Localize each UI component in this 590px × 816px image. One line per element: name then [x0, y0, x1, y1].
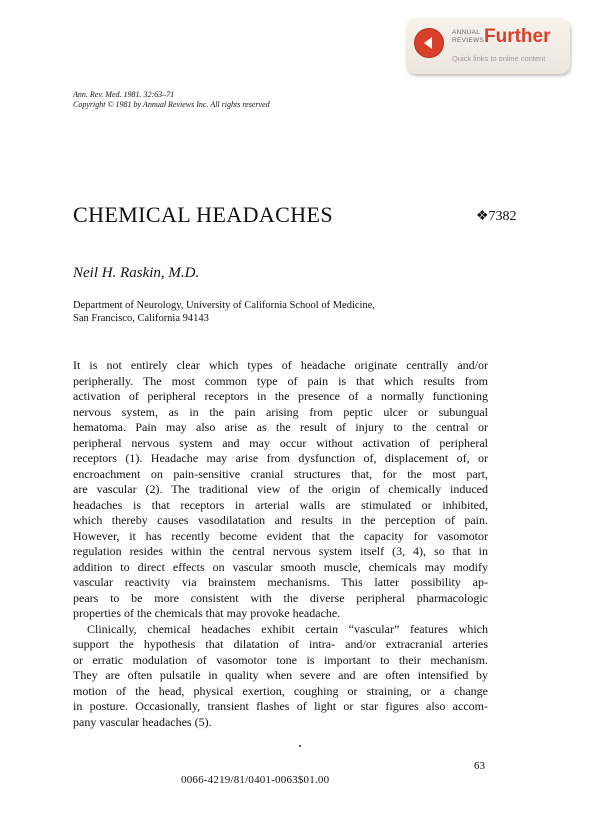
body-line: activation of peripheral receptors in the presence of a normally functioning — [73, 389, 488, 403]
body-line: or erratic modulation of vasomotor tone is important to their mechanism. — [73, 652, 488, 667]
body-line: pears to be more consistent with the diverse peripheral pharmacologic — [73, 590, 488, 605]
body-line: peripheral nervous system and may occur without activation of peripheral — [73, 435, 488, 450]
badge-annual-label: ANNUAL — [452, 29, 481, 36]
affiliation-line: Department of Neurology, University of California School of Medicine, — [73, 300, 375, 311]
author-name: Neil H. Raskin, M.D. — [73, 265, 200, 281]
body-line: regulation resides within the central nervous system itself (3, 4), so that in — [73, 544, 488, 558]
body-line: peripherally. The most common type of pain is that which results from — [73, 373, 488, 388]
body-line: However, it has recently become evident that the capacity for vasomotor — [73, 528, 488, 543]
annual-reviews-further-badge[interactable] — [406, 18, 570, 74]
article-title: CHEMICAL HEADACHES — [73, 202, 333, 227]
body-line: support the hypothesis that dilatation of intra- and/or extracranial arteries — [73, 637, 488, 651]
body-line: properties of the chemicals that may provoke headache. — [73, 606, 341, 620]
body-line: encroachment on pain-sensitive cranial structures that, for the most part, — [73, 466, 488, 481]
body-line: pany vascular headaches (5). — [73, 714, 212, 729]
body-line: Clinically, chemical headaches exhibit certain “vascular” features which — [87, 621, 488, 636]
body-line: receptors (1). Headache may arise from dysfunction of, displacement of, or — [73, 451, 488, 465]
body-line: headaches is that receptors in arterial walls are stimulated or inhibited, — [73, 497, 488, 512]
body-line: which thereby causes vasodilatation and results in the perception of pain. — [73, 513, 488, 527]
article-code: ❖7382 — [476, 209, 517, 224]
body-line: vascular reactivity via brainstem mechanisms. This latter possibility ap- — [73, 575, 488, 589]
article-price-code: 0066-4219/81/0401-0063$01.00 — [181, 774, 330, 786]
badge-reviews-label: REVIEWS — [452, 37, 485, 44]
body-text — [73, 358, 488, 730]
body-line: hematoma. Pain may also arise as the result of injury to the central or — [73, 420, 488, 434]
body-line: They are often pulsatile in quality when severe and are often intensified by — [73, 668, 488, 682]
body-line: addition to direct effects on vascular smooth muscle, chemicals may modify — [73, 559, 488, 574]
badge-brand-label: Further — [484, 26, 551, 47]
body-line: motion of the head, physical exertion, coughing or straining, or a change — [73, 683, 488, 698]
page-number: 63 — [474, 760, 485, 772]
badge-subtitle: Quick links to online content — [452, 54, 546, 63]
body-line: nervous system, as in the pain arising from peptic ulcer or subungual — [73, 404, 488, 419]
play-arrow-icon — [414, 28, 444, 58]
copyright-notice: Copyright © 1981 by Annual Reviews Inc. All rights reserved — [73, 100, 270, 109]
scan-artifact-dot — [299, 745, 301, 747]
body-line: It is not entirely clear which types of headache originate centrally and/or — [73, 358, 488, 372]
affiliation-line: San Francisco, California 94143 — [73, 313, 209, 324]
journal-citation: Ann. Rev. Med. 1981. 32:63–71 — [73, 90, 175, 99]
body-line: are vascular (2). The traditional view of the origin of chemically induced — [73, 482, 488, 496]
body-line: in posture. Occasionally, transient flashes of light or star figures also accom- — [73, 699, 488, 713]
